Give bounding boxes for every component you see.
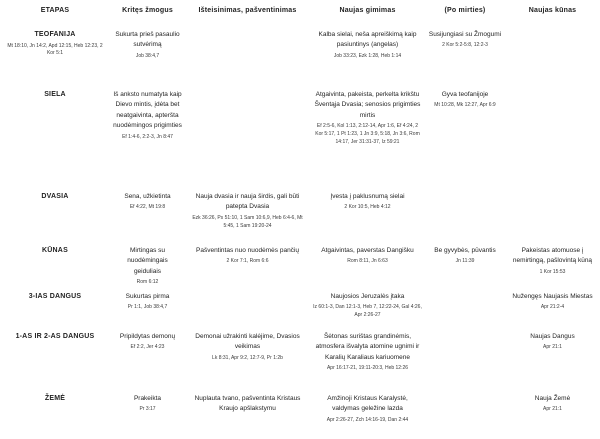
cell-text: Įvesta į paklusnumą sielai (330, 193, 405, 200)
stage-name: SIELA (44, 91, 66, 98)
cell-1-2-dangus-fallen (110, 330, 185, 392)
row-label-1-2-dangus (0, 330, 110, 392)
cell-text: Pripildytas demonų (119, 333, 176, 340)
cell-refs: Lk 8:31, Apr 9:2, 12:7-9, Pr 1:2b (212, 354, 283, 361)
cell-zeme-new-birth (310, 392, 425, 439)
cell-kunas-new-birth (310, 244, 425, 290)
column-header-fallen-man: Kritęs žmogus (122, 7, 173, 14)
row-label-3-ias-dangus (0, 290, 110, 330)
cell-refs: Ef 2:2, Jer 4:23 (130, 344, 165, 351)
stage-name: KŪNAS (42, 247, 68, 254)
cell-zeme-new-body (505, 392, 600, 439)
cell-1-2-dangus-sanctification (185, 330, 310, 392)
cell-text: Amžinoji Kristaus Karalystė, valdymas geležine lazda (327, 395, 408, 413)
cell-1-2-dangus-new-body (505, 330, 600, 392)
cell-dvasia-new-birth (310, 190, 425, 244)
column-header-new-body: Naujas kūnas (528, 7, 577, 14)
cell-refs: Pr 3:17 (139, 406, 156, 413)
cell-text: Be gyvybės, pūvantis (434, 247, 496, 254)
cell-refs: Job 33:23, Ezk 1:28, Heb 1:14 (333, 52, 402, 59)
cell-dvasia-fallen (110, 190, 185, 244)
stage-name: 3-IAS DANGUS (28, 293, 82, 300)
cell-refs: Apr 2:26-27, Zch 14:16-19, Dan 2:44 (326, 416, 409, 423)
stage-name: 1-AS IR 2-AS DANGUS (15, 333, 95, 340)
cell-teofanija-new-birth (310, 28, 425, 88)
cell-text: Sukurta prieš pasaulio sutvėrimą (115, 31, 180, 49)
cell-3-dangus-new-birth (310, 290, 425, 330)
cell-refs: Mt 10:28, Mk 12:27, Apr 6:9 (434, 102, 496, 109)
cell-text: Sena, užkietinta (124, 193, 171, 200)
column-header-new-birth: Naujas gimimas (339, 7, 396, 14)
cell-refs: 2 Kor 10:5, Heb 4:12 (344, 204, 391, 211)
cell-text: Kalba sielai, neša apreiškimą kaip pasiuntinys (angelas) (318, 31, 417, 49)
cell-kunas-new-body (505, 244, 600, 290)
cell-siela-new-birth (310, 88, 425, 190)
cell-text: Mirtingas su nuodėmingais geiduliais (127, 247, 168, 275)
cell-text: Nauja Žemė (534, 395, 571, 402)
cell-kunas-after-death (425, 244, 505, 290)
cell-zeme-sanctification (185, 392, 310, 439)
row-label-siela (0, 88, 110, 190)
column-header-etapas: ETAPAS (40, 7, 70, 14)
cell-text: Šėtonas surištas grandinėmis, atmosfera išvalyta atomine ugnimi ir Karalių Karaliaus kariuomene (315, 333, 420, 361)
stage-refs: Mt 18:10, Jn 14:2, Apd 12:15, Heb 12:23, 2 Kor 5:1 (7, 42, 103, 57)
cell-siela-after-death (425, 88, 505, 190)
row-label-dvasia (0, 190, 110, 244)
cell-refs: Apr 21:1 (543, 406, 562, 413)
cell-text: Susijungiasi su Žmogumi (428, 31, 502, 38)
cell-3-dangus-fallen (110, 290, 185, 330)
stage-name: DVASIA (41, 193, 69, 200)
cell-1-2-dangus-new-birth (310, 330, 425, 392)
column-header-justification-sanctification: Išteisinimas, pašventinimas (198, 7, 297, 14)
cell-refs: 1 Kor 15:53 (539, 268, 566, 275)
column-header-after-death: (Po mirties) (444, 7, 486, 14)
cell-kunas-sanctification (185, 244, 310, 290)
cell-siela-fallen (110, 88, 185, 190)
cell-text: Prakeikta (133, 395, 162, 402)
cell-refs: 2 Kor 7:1, Rom 6:6 (226, 258, 269, 265)
cell-dvasia-sanctification (185, 190, 310, 244)
cell-refs: Rom 8:11, Jn 6:63 (347, 258, 388, 265)
cell-refs: Ef 1:4-6, 2:2-3, Jn 8:47 (122, 133, 173, 140)
cell-refs: 2 Kor 5:2-5:8, 12:2-3 (442, 42, 488, 49)
cell-refs: Apr 21:1 (543, 344, 562, 351)
stage-name: ŽEMĖ (44, 395, 66, 402)
cell-3-dangus-new-body (505, 290, 600, 330)
cell-zeme-fallen (110, 392, 185, 439)
cell-refs: Jn 11:39 (455, 258, 475, 265)
cell-text: Atgaivintas, paverstas Dangišku (321, 247, 414, 254)
cell-text: Naujosios Jeruzalės įtaka (330, 293, 405, 300)
cell-refs: Apr 21:2-4 (540, 304, 565, 311)
cell-refs: Ef 4:22, Mt 19:8 (129, 204, 166, 211)
cell-text: Gyva teofanijoje (441, 91, 489, 98)
cell-text: Atgaivinta, pakeista, perkelta krikštu Šventąja Dvasia; senosios prigimties mirtis (314, 91, 421, 119)
cell-refs: Apr 16:17-21, 19:11-20:3, Heb 12:26 (326, 365, 409, 372)
cell-refs: Iz 60:1-3, Dan 12:1-3, Heb 7, 12:22-24, Gal 4:26, Apr 2:26-27 (313, 304, 422, 319)
cell-text: Demonai užrakinti kalėjime, Dvasios veikimas (195, 333, 300, 351)
cell-text: Sukurtas pirma (125, 293, 170, 300)
cell-text: Pakeistas atomuose į nemirtingą, pašlovintą kūną (512, 247, 593, 265)
cell-text: Iš anksto numatyta kaip Dievo mintis, įdėta bet neatgaivinta, apteršta nuodėmingos prigimties (113, 91, 182, 130)
cell-text: Nuplauta tvano, pašventinta Kristaus Kraujo apšlakstymu (194, 395, 301, 413)
cell-text: Nužengęs Naujasis Miestas (512, 293, 593, 300)
cell-teofanija-fallen (110, 28, 185, 88)
stage-name: TEOFANIJA (34, 31, 76, 38)
cell-refs: Rom 6:12 (136, 279, 159, 286)
row-label-zeme (0, 392, 110, 439)
cell-text: Pašventintas nuo nuodėmės pančių (196, 247, 299, 254)
cell-refs: Ezk 36:26, Ps 51:10, 1 Sam 10:6,9, Heb 6:4-6, Mt 5:45, 1 Sam 19:20-24 (192, 214, 303, 229)
cell-text: Naujas Dangus (530, 333, 575, 340)
cell-kunas-fallen (110, 244, 185, 290)
cell-text: Nauja dvasia ir nauja širdis, gali būti patepta Dvasia (195, 193, 300, 211)
row-label-teofanija (0, 28, 110, 88)
row-label-kunas (0, 244, 110, 290)
cell-refs: Pr 1:1, Job 38:4,7 (127, 304, 168, 311)
cell-teofanija-after-death (425, 28, 505, 88)
cell-refs: Job 38:4,7 (135, 52, 160, 59)
cell-refs: Ef 2:5-6, Kol 1:13, 2:12-14, Apr 1:6, Ef 4:24, 2 Kor 5:17, 1 Pt 1:23, 1 Jn 3:9, 5:18, Jn 3:6, Rom 14:17, Jer 31:31-37, Iz 59:21 (315, 123, 420, 145)
